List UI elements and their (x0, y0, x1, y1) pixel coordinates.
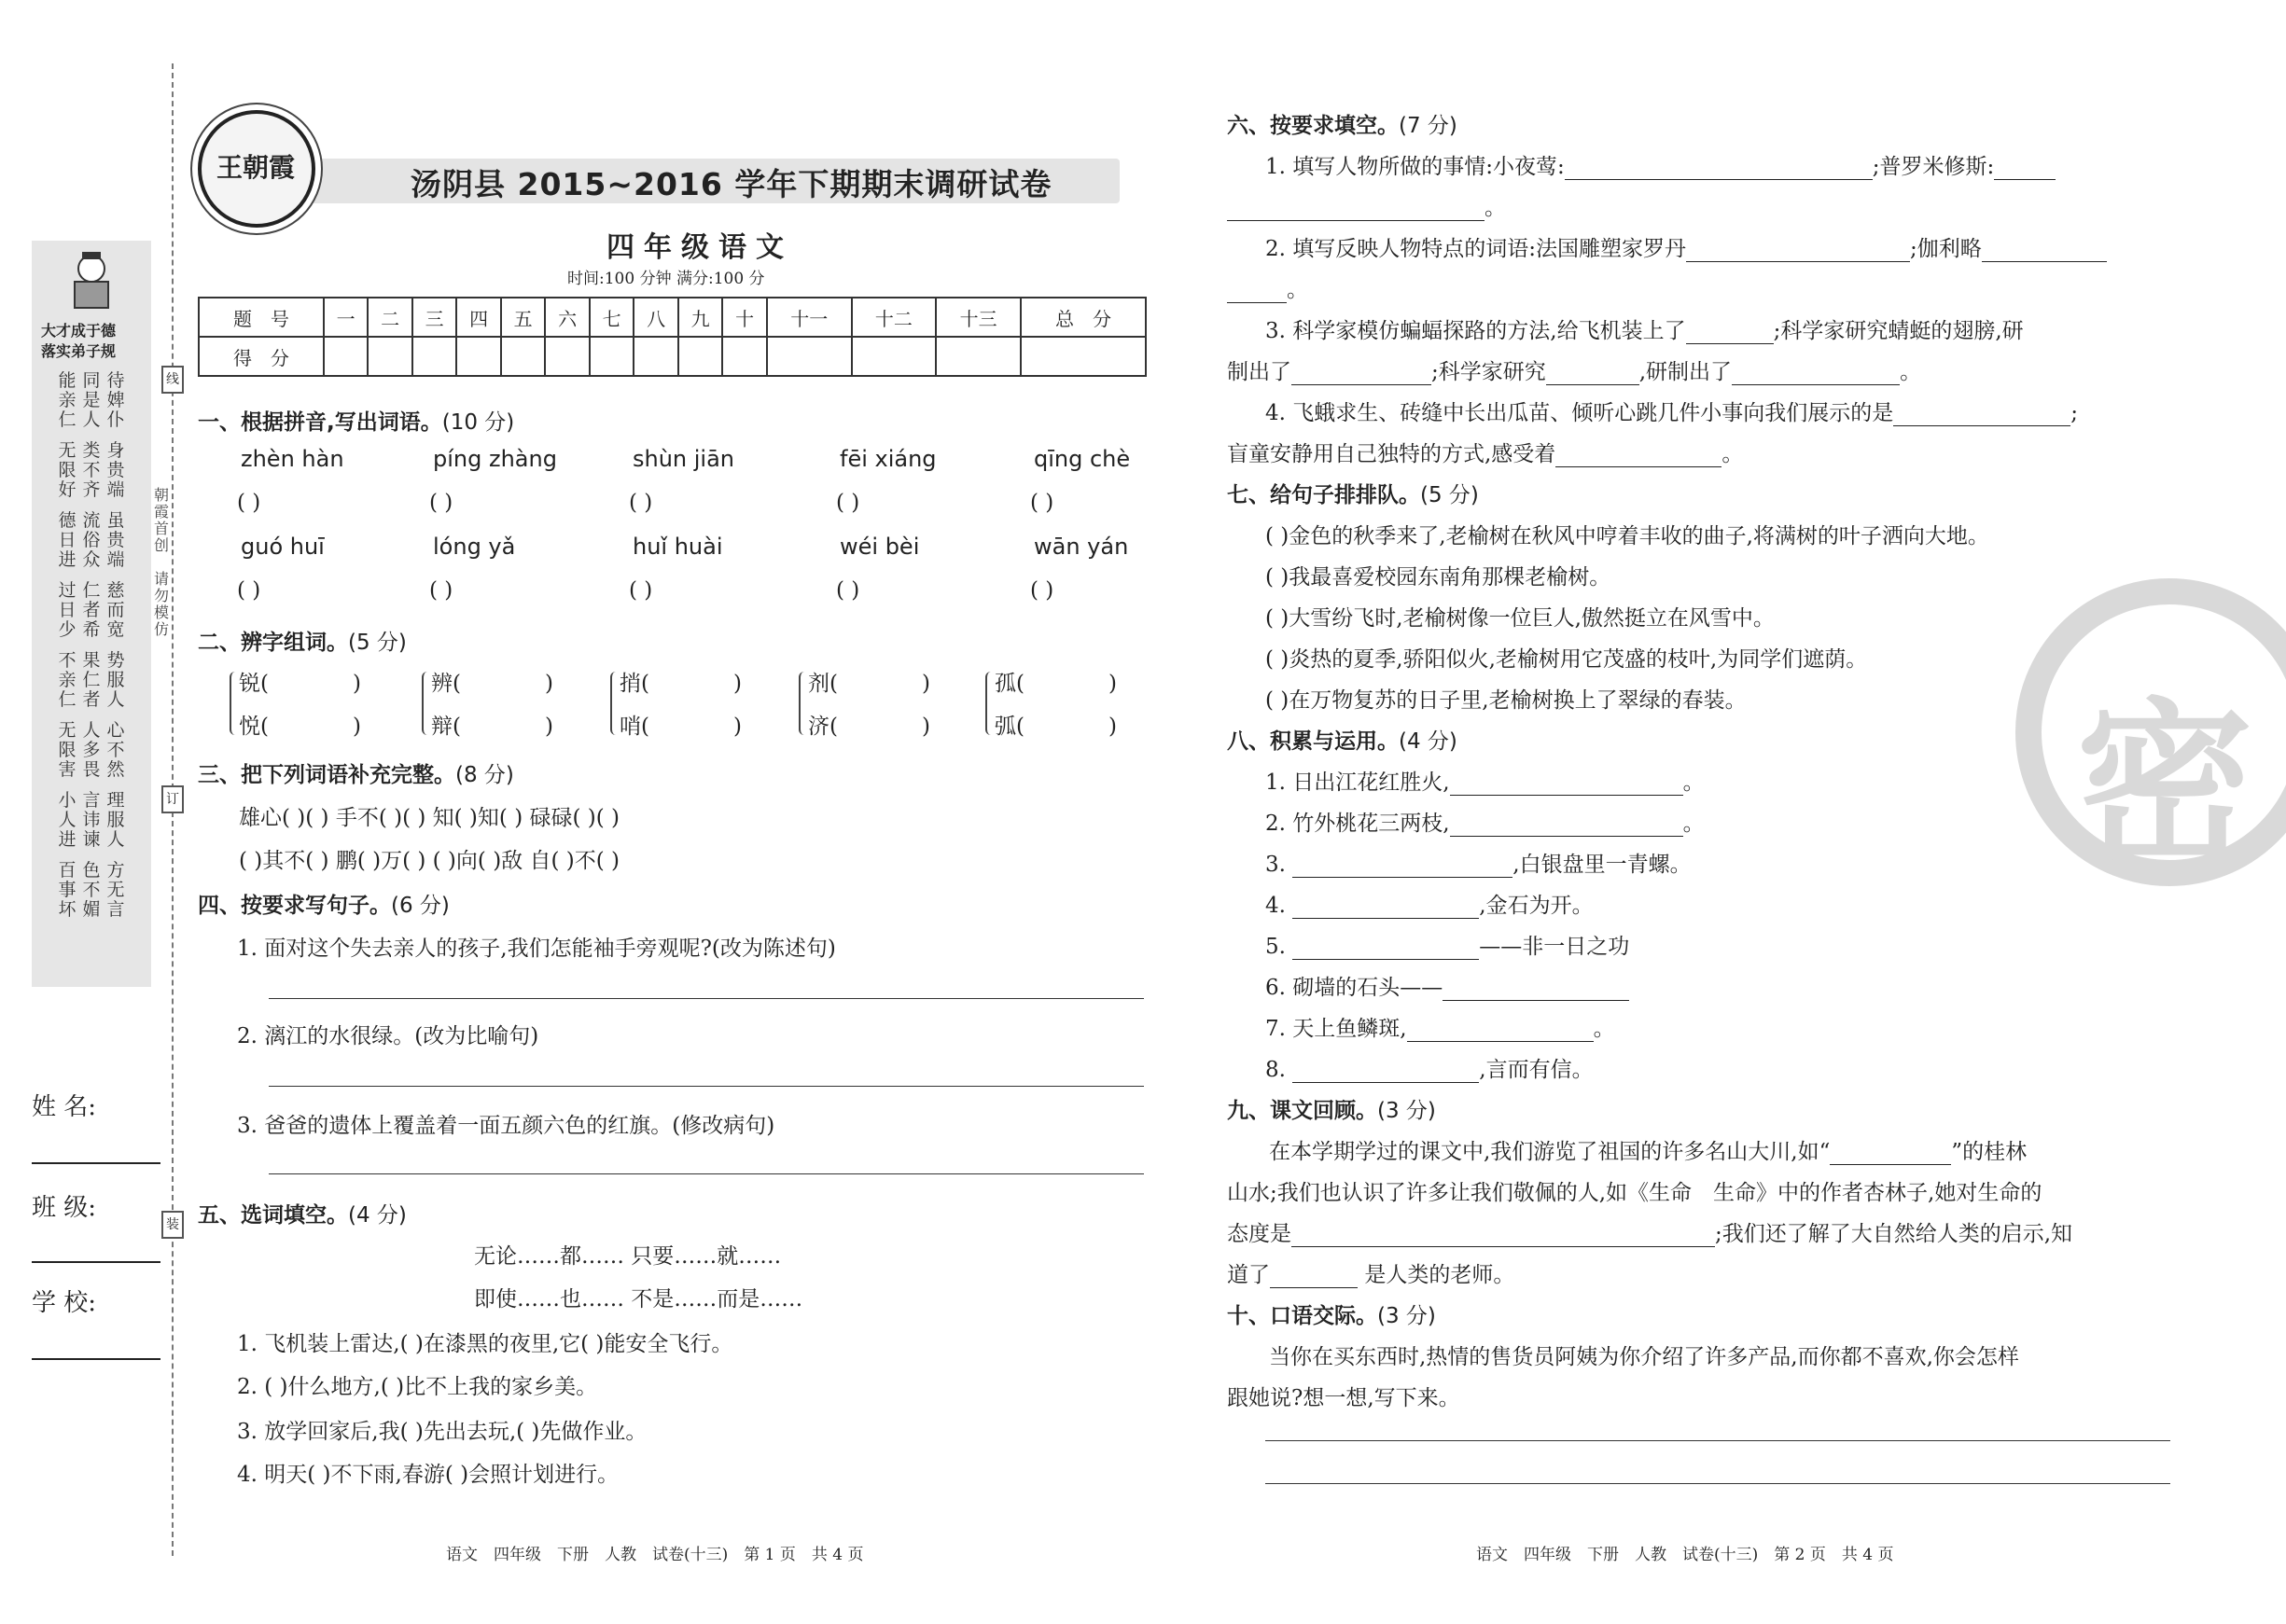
pinyin-answer-box[interactable]: ( ) (629, 578, 653, 603)
slogan-1: 大才成于德 (41, 322, 117, 340)
motto-char: 不 (82, 880, 101, 900)
char-pair-item[interactable]: 辩( ) (431, 715, 553, 739)
score-header-cell: 十 (722, 298, 767, 337)
s8-question-4: 4. ,金石为开。 (1265, 894, 1594, 918)
s8-question-2: 2. 竹外桃花三两枝, 。 (1265, 812, 1705, 836)
pinyin: wān yán (1034, 534, 1129, 560)
s8-question-1: 1. 日出江花红胜火, 。 (1265, 770, 1705, 795)
s4-question-3: 3. 爸爸的遗体上覆盖着一面五颜六色的红旗。(修改病句) (237, 1114, 775, 1138)
s7-item-1[interactable]: ( )金色的秋季来了,老榆树在秋风中哼着丰收的曲子,将满树的叶子洒向大地。 (1265, 524, 1989, 548)
motto-char: 仁 (82, 580, 101, 601)
char-pair-item[interactable]: 剂( ) (808, 672, 930, 696)
pinyin-answer-box[interactable]: ( ) (1030, 578, 1054, 603)
score-cell[interactable] (324, 337, 369, 376)
motto-char: 仁 (58, 409, 77, 430)
motto-char: 希 (82, 619, 101, 640)
class-label: 班 级: (32, 1194, 97, 1222)
s10-answer-2[interactable] (1265, 1483, 2170, 1484)
motto-column-2 (80, 371, 103, 920)
idiom-row-1[interactable]: 雄心( )( ) 手不( )( ) 知( )知( ) 碌碌( )( ) (239, 806, 620, 830)
s5-question-1[interactable]: 1. 飞机装上雷达,( )在漆黑的夜里,它( )能安全飞行。 (237, 1332, 733, 1356)
motto-char: 然 (106, 759, 125, 780)
s9-blank-1[interactable] (1830, 1164, 1951, 1165)
score-row-label: 得 分 (199, 337, 324, 376)
cut-mark-1: 线 (161, 366, 184, 394)
score-cell[interactable] (852, 337, 937, 376)
idiom-row-2[interactable]: ( )其不( ) 鹏( )万( ) ( )向( )敌 自( )不( ) (239, 849, 620, 873)
motto-char: 色 (82, 860, 101, 881)
score-header-cell: 三 (412, 298, 457, 337)
motto-char: 者 (82, 600, 101, 620)
motto-char: 不 (58, 650, 77, 671)
score-cell[interactable] (1021, 337, 1146, 376)
s6-blank-2c[interactable] (1227, 302, 1287, 303)
s8-blank-5[interactable] (1292, 959, 1479, 960)
score-header-cell: 二 (368, 298, 412, 337)
motto-char: 人 (106, 829, 125, 850)
motto-char: 能 (58, 370, 77, 391)
motto-char: 坏 (58, 899, 77, 920)
s4-answer-3[interactable] (269, 1173, 1144, 1174)
brace-icon (230, 672, 239, 735)
char-pair-item[interactable]: 孤( ) (995, 672, 1117, 696)
s4-answer-2[interactable] (269, 1086, 1144, 1087)
s6-question-1: 1. 填写人物所做的事情:小夜莺: ;普罗米修斯: (1265, 149, 2056, 180)
motto-column-1 (56, 371, 78, 920)
s8-blank-8[interactable] (1292, 1082, 1479, 1083)
section-1-title: 一、根据拼音,写出词语。(10 分) (198, 410, 515, 435)
pinyin-answer-box[interactable]: ( ) (629, 491, 653, 515)
s6-blank-4b[interactable] (1555, 466, 1721, 467)
motto-char: 无 (58, 440, 77, 461)
s8-question-7: 7. 天上鱼鳞斑, 。 (1265, 1017, 1615, 1041)
score-table (198, 297, 1147, 377)
motto-char: 仆 (106, 409, 125, 430)
score-header-cell: 十三 (936, 298, 1021, 337)
sidebar-panel (32, 241, 151, 987)
pinyin: wéi bèi (840, 534, 920, 560)
score-cell[interactable] (634, 337, 678, 376)
score-cell[interactable] (456, 337, 501, 376)
motto-char: 人 (106, 689, 125, 710)
s6-question-3: 3. 科学家模仿蝙蝠探路的方法,给飞机装上了 ;科学家研究蜻蜓的翅膀,研 (1265, 319, 2024, 343)
s8-blank-3[interactable] (1292, 877, 1512, 878)
s6-question-4: 4. 飞蛾求生、砖缝中长出瓜苗、倾听心跳几件小事向我们展示的是 ; (1265, 401, 2079, 425)
score-header-cell: 八 (634, 298, 678, 337)
motto-char: 端 (106, 549, 125, 570)
motto-char: 是 (82, 390, 101, 410)
motto-char: 媚 (82, 899, 101, 920)
name-field[interactable] (32, 1162, 160, 1164)
s9-line-2: 山水;我们也认识了许多让我们敬佩的人,如《生命 生命》中的作者杏林子,她对生命的 (1227, 1181, 2042, 1205)
class-field[interactable] (32, 1261, 160, 1263)
s10-line-1: 当你在买东西时,热情的售货员阿姨为你介绍了许多产品,而你都不喜欢,你会怎样 (1269, 1345, 2019, 1369)
s6-question-2-cont: 。 (1227, 272, 1308, 303)
score-header-row (199, 298, 1146, 337)
motto-char: 人 (58, 810, 77, 830)
char-pair-item[interactable]: 锐( ) (239, 672, 361, 696)
s9-line-1: 在本学期学过的课文中,我们游览了祖国的许多名山大川,如“ ”的桂林 (1269, 1140, 2028, 1164)
score-header-cell: 四 (456, 298, 501, 337)
pinyin: zhèn hàn (241, 446, 344, 472)
s8-question-6: 6. 砌墙的石头—— (1265, 970, 1629, 1001)
score-header-cell: 题 号 (199, 298, 324, 337)
motto-char: 贵 (106, 460, 125, 480)
score-input-row (199, 337, 1146, 376)
note-no-copy: 请勿模仿 (153, 570, 169, 638)
motto-char: 人 (82, 720, 101, 741)
pinyin-answer-box[interactable]: ( ) (429, 491, 453, 515)
char-pair-item[interactable]: 捎( ) (620, 672, 742, 696)
brace-icon (985, 672, 995, 735)
motto-char: 害 (58, 759, 77, 780)
section-2-title: 二、辨字组词。(5 分) (198, 631, 407, 655)
score-cell[interactable] (545, 337, 590, 376)
motto-char: 德 (58, 510, 77, 531)
s6-blank-3d[interactable] (1732, 384, 1900, 385)
char-pair-item[interactable]: 哨( ) (620, 715, 742, 739)
score-header-cell: 七 (590, 298, 634, 337)
s5-question-2[interactable]: 2. ( )什么地方,( )比不上我的家乡美。 (237, 1375, 598, 1399)
s8-blank-1[interactable] (1450, 795, 1683, 796)
section-6-title: 六、按要求填空。(7 分) (1227, 114, 1457, 138)
pinyin: qīng chè (1034, 446, 1131, 472)
motto-char: 好 (58, 479, 77, 500)
subject-title: 四年级语文 (606, 231, 793, 264)
motto-char: 宽 (106, 619, 125, 640)
motto-column-3 (105, 371, 127, 920)
motto-char: 众 (82, 549, 101, 570)
s6-blank-2b[interactable] (1982, 261, 2107, 262)
logo-text: 王朝霞 (216, 152, 295, 183)
s7-item-4[interactable]: ( )炎热的夏季,骄阳似火,老榆树用它茂盛的枝叶,为同学们遮荫。 (1265, 647, 1868, 672)
pinyin-answer-box[interactable]: ( ) (836, 491, 860, 515)
motto-char: 少 (58, 619, 77, 640)
score-cell[interactable] (936, 337, 1021, 376)
score-header-cell: 总 分 (1021, 298, 1146, 337)
s10-answer-1[interactable] (1265, 1440, 2170, 1441)
motto-char: 心 (106, 720, 125, 741)
brace-icon (610, 672, 620, 735)
exam-title: 汤阴县 2015~2016 学年下期期末调研试卷 (411, 166, 1052, 202)
s6-blank-1b[interactable] (1994, 179, 2056, 180)
s8-blank-4[interactable] (1292, 918, 1479, 919)
motto-char: 谏 (82, 829, 101, 850)
score-cell[interactable] (412, 337, 457, 376)
cut-mark-3: 装 (161, 1211, 184, 1239)
motto-char: 过 (58, 580, 77, 601)
motto-char: 待 (106, 370, 125, 391)
pinyin: fēi xiáng (840, 446, 937, 472)
s8-question-8: 8. ,言而有信。 (1265, 1058, 1594, 1082)
motto-char: 同 (82, 370, 101, 391)
s7-item-3[interactable]: ( )大雪纷飞时,老榆树像一位巨人,傲然挺立在风雪中。 (1265, 606, 1775, 631)
mascot-icon (63, 248, 119, 313)
score-header-cell: 六 (545, 298, 590, 337)
motto-char: 服 (106, 670, 125, 690)
motto-char: 百 (58, 860, 77, 881)
s7-item-2[interactable]: ( )我最喜爱校园东南角那棵老榆树。 (1265, 565, 1611, 590)
motto-char: 类 (82, 440, 101, 461)
motto-char: 亲 (58, 670, 77, 690)
seal-char: 密 (2076, 681, 2254, 889)
motto-char: 无 (106, 880, 125, 900)
s8-question-5: 5. ——非一日之功 (1265, 935, 1630, 959)
motto-char: 身 (106, 440, 125, 461)
motto-char: 小 (58, 790, 77, 811)
s5-question-3[interactable]: 3. 放学回家后,我( )先出去玩,( )先做作业。 (237, 1420, 648, 1444)
motto-char: 进 (58, 829, 77, 850)
motto-char: 仁 (82, 670, 101, 690)
motto-char: 不 (106, 740, 125, 760)
footer-page-2: 语文 四年级 下册 人教 试卷(十三) 第 2 页 共 4 页 (1476, 1546, 1894, 1564)
motto-char: 果 (82, 650, 101, 671)
motto-char: 而 (106, 600, 125, 620)
s9-blank-2[interactable] (1291, 1246, 1715, 1247)
char-pair-item[interactable]: 辨( ) (431, 672, 553, 696)
score-cell[interactable] (767, 337, 852, 376)
motto-char: 势 (106, 650, 125, 671)
motto-char: 虽 (106, 510, 125, 531)
pinyin: lóng yǎ (433, 534, 516, 560)
time-info: 时间:100 分钟 满分:100 分 (567, 270, 765, 288)
pinyin-answer-box[interactable]: ( ) (836, 578, 860, 603)
s9-line-3: 态度是 ;我们还了解了大自然给人类的启示,知 (1227, 1222, 2073, 1246)
s7-item-5[interactable]: ( )在万物复苏的日子里,老榆树换上了翠绿的春装。 (1265, 688, 1747, 713)
pinyin-answer-box[interactable]: ( ) (1030, 491, 1054, 515)
pinyin: shùn jiān (633, 446, 735, 472)
char-pair-item[interactable]: 济( ) (808, 715, 930, 739)
s9-blank-3[interactable] (1270, 1287, 1358, 1288)
motto-char: 不 (82, 460, 101, 480)
motto-char: 亲 (58, 390, 77, 410)
motto-char: 人 (82, 409, 101, 430)
motto-char: 进 (58, 549, 77, 570)
s6-blank-1c[interactable] (1227, 220, 1485, 221)
pinyin-answer-box[interactable]: ( ) (237, 491, 261, 515)
cut-mark-2: 订 (161, 785, 184, 813)
score-cell[interactable] (590, 337, 634, 376)
score-cell[interactable] (368, 337, 412, 376)
motto-char: 无 (58, 720, 77, 741)
score-header-cell: 一 (324, 298, 369, 337)
motto-char: 理 (106, 790, 125, 811)
pinyin-answer-box[interactable]: ( ) (237, 578, 261, 603)
s10-line-2: 跟她说?想一想,写下来。 (1227, 1386, 1460, 1410)
score-cell[interactable] (678, 337, 723, 376)
pinyin: píng zhàng (433, 446, 557, 472)
char-pair-item[interactable]: 悦( ) (239, 715, 361, 739)
s6-blank-3c[interactable] (1546, 384, 1639, 385)
motto-char: 日 (58, 530, 77, 550)
school-field[interactable] (32, 1358, 160, 1360)
pinyin-answer-box[interactable]: ( ) (429, 578, 453, 603)
motto-char: 讳 (82, 810, 101, 830)
s4-question-2: 2. 漓江的水很绿。(改为比喻句) (237, 1024, 539, 1048)
s6-question-3-cont: 制出了 ;科学家研究 ,研制出了 。 (1227, 360, 1922, 384)
score-cell[interactable] (501, 337, 546, 376)
motto-char: 齐 (82, 479, 101, 500)
motto-char: 限 (58, 460, 77, 480)
section-5-title: 五、选词填空。(4 分) (198, 1203, 407, 1228)
motto-char: 端 (106, 479, 125, 500)
motto-char: 言 (106, 899, 125, 920)
s6-blank-1a[interactable] (1565, 179, 1873, 180)
motto-char: 者 (82, 689, 101, 710)
motto-char: 贵 (106, 530, 125, 550)
section-4-title: 四、按要求写句子。(6 分) (198, 894, 450, 918)
motto-char: 仁 (58, 689, 77, 710)
s6-blank-4a[interactable] (1893, 425, 2070, 426)
slogan-2: 落实弟子规 (41, 342, 117, 360)
section-3-title: 三、把下列词语补充完整。(8 分) (198, 763, 514, 787)
school-label: 学 校: (32, 1289, 97, 1317)
score-header-cell: 十一 (767, 298, 852, 337)
footer-page-1: 语文 四年级 下册 人教 试卷(十三) 第 1 页 共 4 页 (446, 1546, 864, 1564)
section-10-title: 十、口语交际。(3 分) (1227, 1304, 1436, 1328)
s4-question-1: 1. 面对这个失去亲人的孩子,我们怎能袖手旁观呢?(改为陈述句) (237, 937, 836, 961)
s4-answer-1[interactable] (269, 998, 1144, 999)
s5-question-4[interactable]: 4. 明天( )不下雨,春游( )会照计划进行。 (237, 1463, 620, 1487)
s6-question-2: 2. 填写反映人物特点的词语:法国雕塑家罗丹 ;伽利略 (1265, 231, 2107, 262)
motto-char: 限 (58, 740, 77, 760)
score-header-cell: 五 (501, 298, 546, 337)
s9-line-4: 道了 是人类的老师。 (1227, 1263, 1515, 1287)
note-original: 朝霞首创 (153, 486, 169, 554)
name-label: 姓 名: (32, 1093, 97, 1121)
motto-char: 慈 (106, 580, 125, 601)
motto-char: 言 (82, 790, 101, 811)
pinyin: guó huī (241, 534, 325, 560)
s8-question-3: 3. ,白银盘里一青螺。 (1265, 853, 1692, 877)
motto-char: 多 (82, 740, 101, 760)
motto-char: 流 (82, 510, 101, 531)
s5-options-1: 无论……都…… 只要……就…… (474, 1244, 782, 1269)
brace-icon (799, 672, 808, 735)
score-header-cell: 九 (678, 298, 723, 337)
section-7-title: 七、给句子排排队。(5 分) (1227, 483, 1479, 507)
motto-char: 婢 (106, 390, 125, 410)
brace-icon (422, 672, 431, 735)
char-pair-item[interactable]: 弧( ) (995, 715, 1117, 739)
s6-question-4-cont: 盲童安静用自己独特的方式,感受着 。 (1227, 442, 1744, 466)
motto-char: 事 (58, 880, 77, 900)
s8-blank-2[interactable] (1450, 836, 1683, 837)
s6-question-1-cont: 。 (1227, 190, 1506, 221)
s8-blank-7[interactable] (1407, 1041, 1594, 1042)
motto-char: 畏 (82, 759, 101, 780)
score-header-cell: 十二 (852, 298, 937, 337)
pinyin: huǐ huài (633, 534, 723, 560)
motto-char: 俗 (82, 530, 101, 550)
s6-blank-3a[interactable] (1686, 343, 1774, 344)
motto-char: 日 (58, 600, 77, 620)
s8-blank-6[interactable] (1443, 1000, 1629, 1001)
motto-char: 服 (106, 810, 125, 830)
section-8-title: 八、积累与运用。(4 分) (1227, 729, 1457, 754)
s6-blank-2a[interactable] (1686, 261, 1910, 262)
s5-options-2: 即使……也…… 不是……而是…… (474, 1287, 803, 1312)
s6-blank-3b[interactable] (1291, 384, 1431, 385)
section-9-title: 九、课文回顾。(3 分) (1227, 1099, 1436, 1123)
score-cell[interactable] (722, 337, 767, 376)
motto-char: 方 (106, 860, 125, 881)
